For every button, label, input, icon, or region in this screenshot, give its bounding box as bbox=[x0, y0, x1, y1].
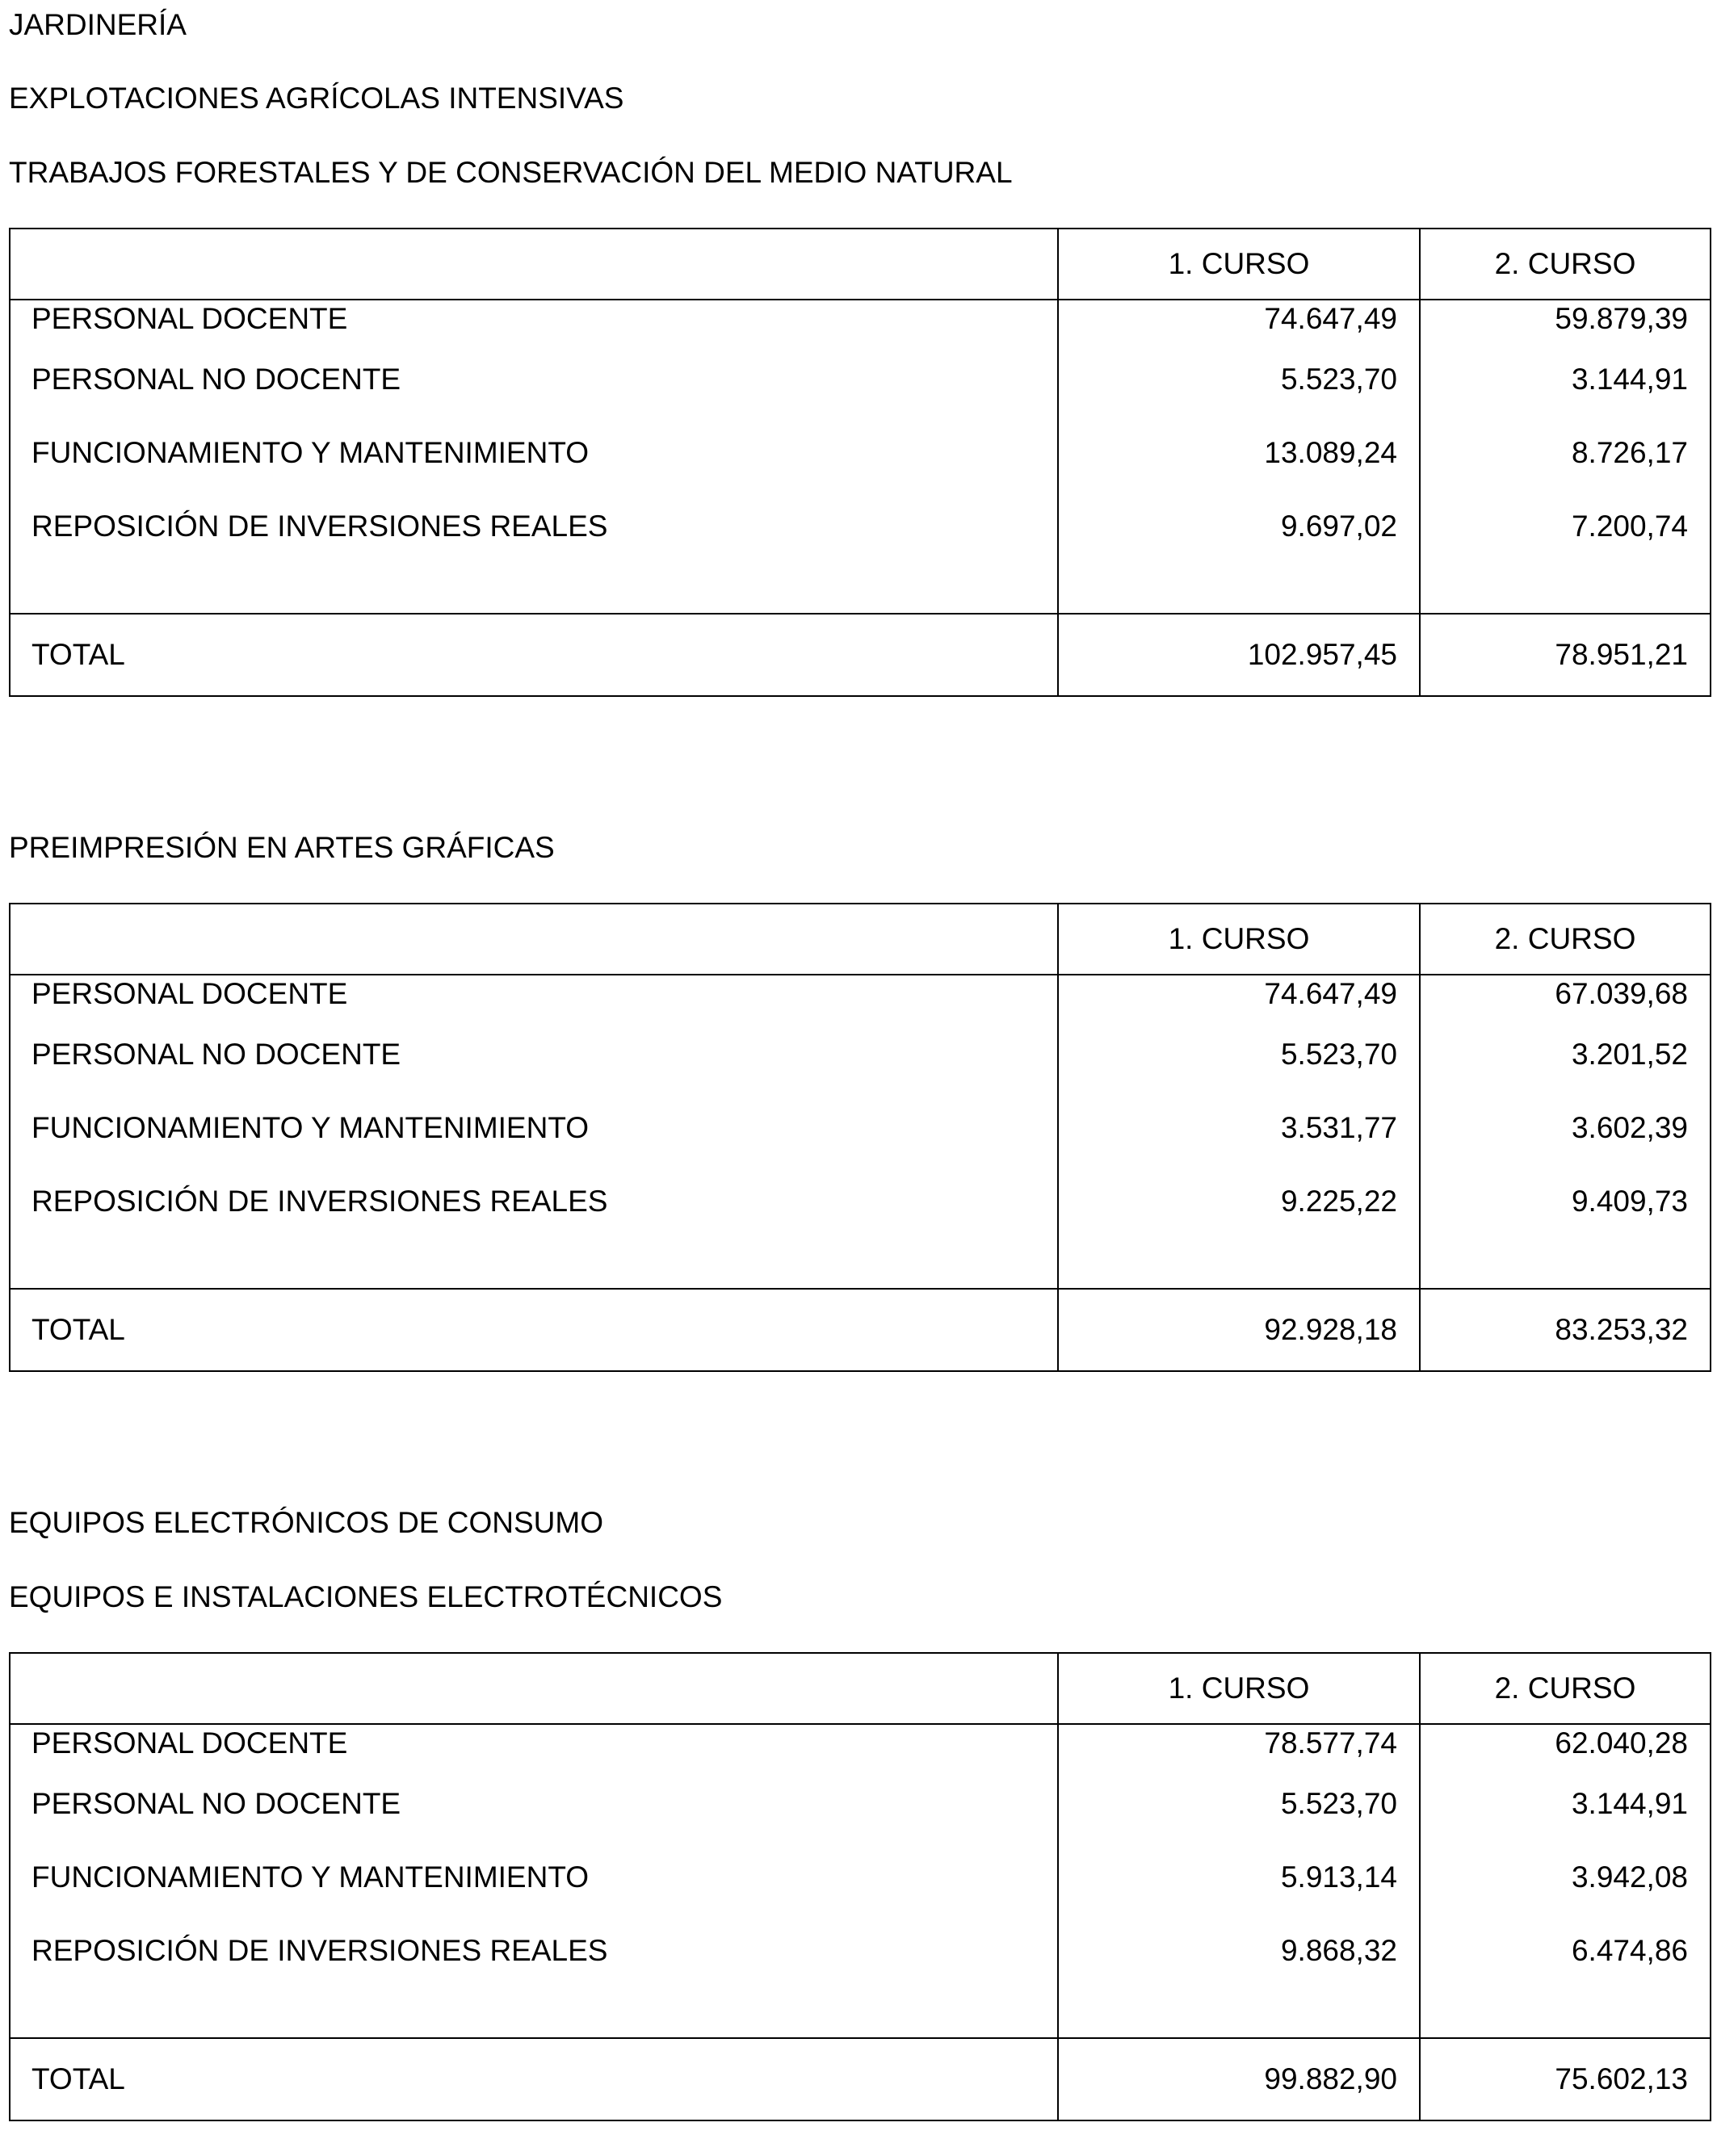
row-curso-1-value: 5.523,70 bbox=[1058, 1767, 1420, 1840]
row-curso-1-value: 74.647,49 bbox=[1058, 300, 1420, 342]
row-curso-2-value: 62.040,28 bbox=[1420, 1724, 1711, 1767]
header-curso-2: 2. CURSO bbox=[1420, 1653, 1711, 1724]
section1-heading-3: TRABAJOS FORESTALES Y DE CONSERVACIÓN DEL MEDIO NATURAL bbox=[9, 156, 1013, 189]
row-label: FUNCIONAMIENTO Y MANTENIMIENTO bbox=[10, 1091, 1058, 1164]
section1-budget-table bbox=[9, 228, 1711, 697]
total-label: TOTAL bbox=[10, 2038, 1058, 2120]
section3-heading-1: EQUIPOS ELECTRÓNICOS DE CONSUMO bbox=[9, 1506, 603, 1539]
row-label: FUNCIONAMIENTO Y MANTENIMIENTO bbox=[10, 416, 1058, 489]
row-label: PERSONAL DOCENTE bbox=[10, 975, 1058, 1017]
header-curso-1: 1. CURSO bbox=[1058, 904, 1420, 975]
row-label: PERSONAL NO DOCENTE bbox=[10, 1017, 1058, 1091]
table-total-row bbox=[10, 2038, 1711, 2120]
row-curso-2-value: 3.942,08 bbox=[1420, 1840, 1711, 1914]
total-label: TOTAL bbox=[10, 614, 1058, 696]
section1-heading-1: JARDINERÍA bbox=[9, 8, 187, 41]
row-label: PERSONAL DOCENTE bbox=[10, 300, 1058, 342]
row-curso-1-value: 9.225,22 bbox=[1058, 1164, 1420, 1238]
header-curso-2: 2. CURSO bbox=[1420, 229, 1711, 300]
row-curso-2-value: 3.144,91 bbox=[1420, 1767, 1711, 1840]
section2-budget-table bbox=[9, 903, 1711, 1372]
table-row bbox=[10, 1164, 1711, 1238]
table-row bbox=[10, 1914, 1711, 1987]
row-curso-2-value: 8.726,17 bbox=[1420, 416, 1711, 489]
table-row bbox=[10, 975, 1711, 1017]
header-label-col bbox=[10, 1653, 1058, 1724]
row-curso-1-value: 3.531,77 bbox=[1058, 1091, 1420, 1164]
row-curso-1-value: 74.647,49 bbox=[1058, 975, 1420, 1017]
row-curso-2-value: 67.039,68 bbox=[1420, 975, 1711, 1017]
header-curso-1: 1. CURSO bbox=[1058, 1653, 1420, 1724]
table-spacer-row bbox=[10, 1238, 1711, 1289]
section3-heading-2: EQUIPOS E INSTALACIONES ELECTROTÉCNICOS bbox=[9, 1580, 723, 1613]
row-curso-1-value: 5.913,14 bbox=[1058, 1840, 1420, 1914]
row-label: REPOSICIÓN DE INVERSIONES REALES bbox=[10, 489, 1058, 563]
row-label: PERSONAL NO DOCENTE bbox=[10, 342, 1058, 416]
table-total-row bbox=[10, 614, 1711, 696]
row-curso-1-value: 78.577,74 bbox=[1058, 1724, 1420, 1767]
row-curso-2-value: 59.879,39 bbox=[1420, 300, 1711, 342]
row-label: PERSONAL DOCENTE bbox=[10, 1724, 1058, 1767]
row-curso-1-value: 5.523,70 bbox=[1058, 342, 1420, 416]
table-row bbox=[10, 1017, 1711, 1091]
row-curso-1-value: 9.868,32 bbox=[1058, 1914, 1420, 1987]
table-row bbox=[10, 1724, 1711, 1767]
header-label-col bbox=[10, 904, 1058, 975]
total-curso-1-value: 102.957,45 bbox=[1058, 614, 1420, 696]
total-label: TOTAL bbox=[10, 1289, 1058, 1371]
row-label: REPOSICIÓN DE INVERSIONES REALES bbox=[10, 1914, 1058, 1987]
row-label: REPOSICIÓN DE INVERSIONES REALES bbox=[10, 1164, 1058, 1238]
table-total-row bbox=[10, 1289, 1711, 1371]
total-curso-1-value: 99.882,90 bbox=[1058, 2038, 1420, 2120]
header-curso-2: 2. CURSO bbox=[1420, 904, 1711, 975]
table-header-row bbox=[10, 229, 1711, 300]
table-row bbox=[10, 489, 1711, 563]
table-row bbox=[10, 1767, 1711, 1840]
table-header-row bbox=[10, 1653, 1711, 1724]
table-row bbox=[10, 342, 1711, 416]
table-row bbox=[10, 1091, 1711, 1164]
section2-heading-1: PREIMPRESIÓN EN ARTES GRÁFICAS bbox=[9, 831, 555, 864]
total-curso-2-value: 78.951,21 bbox=[1420, 614, 1711, 696]
table-spacer-row bbox=[10, 563, 1711, 614]
header-label-col bbox=[10, 229, 1058, 300]
row-curso-2-value: 3.602,39 bbox=[1420, 1091, 1711, 1164]
table-row bbox=[10, 1840, 1711, 1914]
row-curso-1-value: 9.697,02 bbox=[1058, 489, 1420, 563]
table-header-row bbox=[10, 904, 1711, 975]
row-label: FUNCIONAMIENTO Y MANTENIMIENTO bbox=[10, 1840, 1058, 1914]
table-spacer-row bbox=[10, 1987, 1711, 2038]
row-label: PERSONAL NO DOCENTE bbox=[10, 1767, 1058, 1840]
section1-heading-2: EXPLOTACIONES AGRÍCOLAS INTENSIVAS bbox=[9, 82, 624, 115]
row-curso-2-value: 3.201,52 bbox=[1420, 1017, 1711, 1091]
row-curso-2-value: 7.200,74 bbox=[1420, 489, 1711, 563]
table-row bbox=[10, 416, 1711, 489]
header-curso-1: 1. CURSO bbox=[1058, 229, 1420, 300]
row-curso-1-value: 5.523,70 bbox=[1058, 1017, 1420, 1091]
row-curso-1-value: 13.089,24 bbox=[1058, 416, 1420, 489]
row-curso-2-value: 9.409,73 bbox=[1420, 1164, 1711, 1238]
section3-budget-table bbox=[9, 1652, 1711, 2121]
row-curso-2-value: 3.144,91 bbox=[1420, 342, 1711, 416]
total-curso-1-value: 92.928,18 bbox=[1058, 1289, 1420, 1371]
row-curso-2-value: 6.474,86 bbox=[1420, 1914, 1711, 1987]
total-curso-2-value: 83.253,32 bbox=[1420, 1289, 1711, 1371]
table-row bbox=[10, 300, 1711, 342]
total-curso-2-value: 75.602,13 bbox=[1420, 2038, 1711, 2120]
